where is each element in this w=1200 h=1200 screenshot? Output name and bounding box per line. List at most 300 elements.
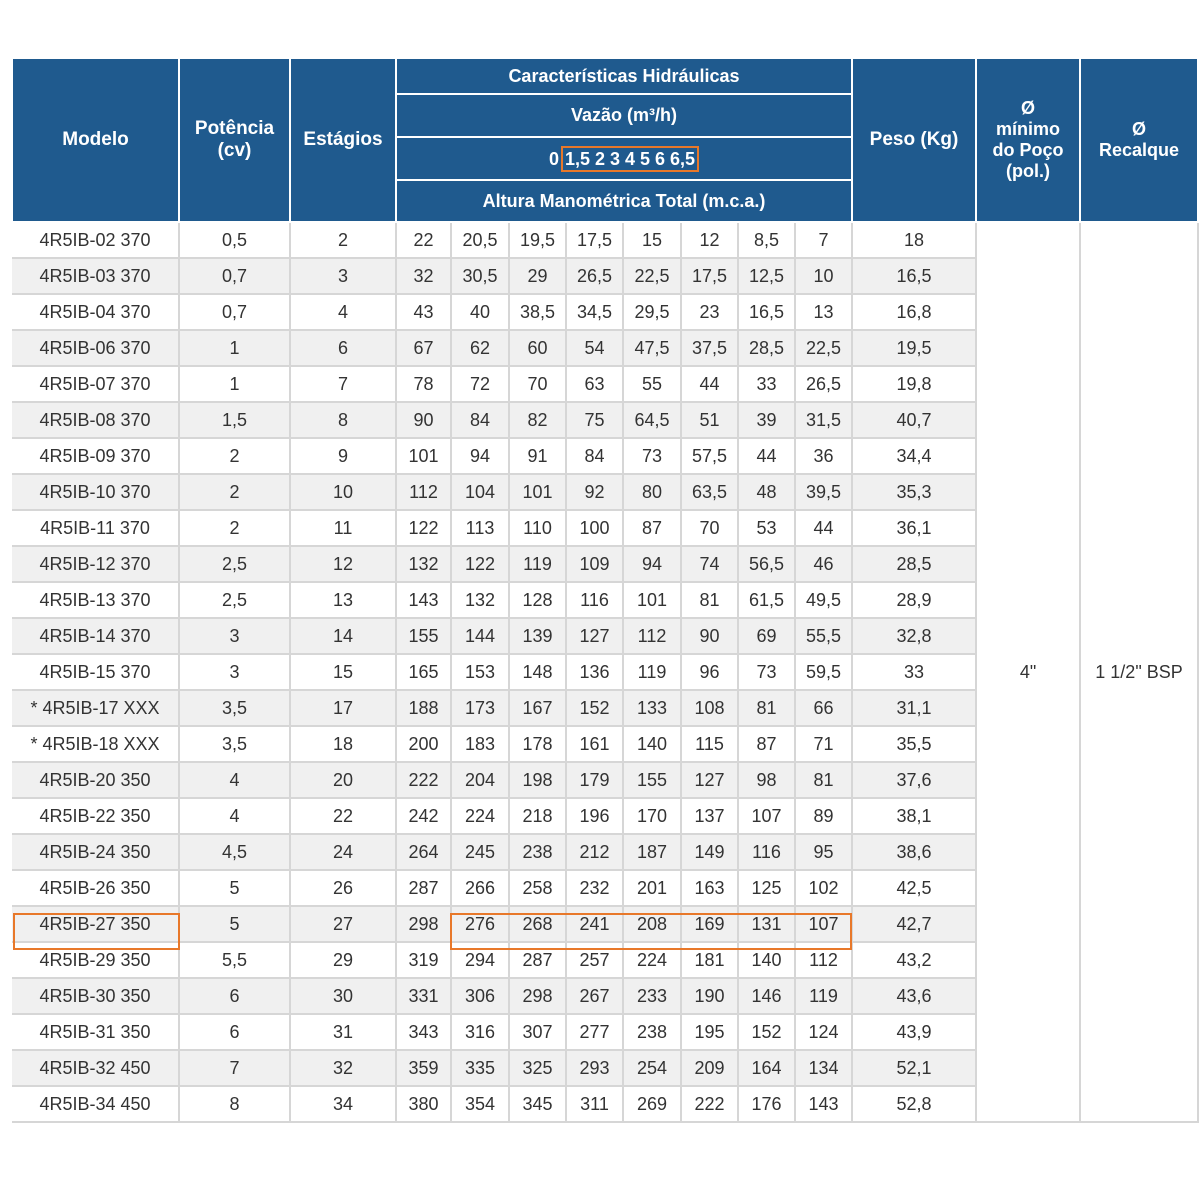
cell-head: 132 bbox=[451, 582, 509, 618]
cell-head: 222 bbox=[396, 762, 451, 798]
cell-weight: 31,1 bbox=[852, 690, 976, 726]
cell-power: 0,7 bbox=[179, 294, 290, 330]
cell-head: 63 bbox=[566, 366, 623, 402]
cell-model: * 4R5IB-17 XXX bbox=[12, 690, 179, 726]
cell-head: 163 bbox=[681, 870, 738, 906]
cell-head: 245 bbox=[451, 834, 509, 870]
cell-model: 4R5IB-20 350 bbox=[12, 762, 179, 798]
cell-head: 178 bbox=[509, 726, 566, 762]
cell-head: 293 bbox=[566, 1050, 623, 1086]
cell-head: 64,5 bbox=[623, 402, 681, 438]
cell-head: 90 bbox=[681, 618, 738, 654]
cell-head: 164 bbox=[738, 1050, 795, 1086]
cell-head: 170 bbox=[623, 798, 681, 834]
cell-head: 101 bbox=[396, 438, 451, 474]
cell-head: 116 bbox=[566, 582, 623, 618]
cell-head: 107 bbox=[738, 798, 795, 834]
cell-power: 1 bbox=[179, 366, 290, 402]
cell-head: 241 bbox=[566, 906, 623, 942]
cell-weight: 43,6 bbox=[852, 978, 976, 1014]
cell-stages: 13 bbox=[290, 582, 396, 618]
cell-head: 112 bbox=[396, 474, 451, 510]
cell-head: 19,5 bbox=[509, 222, 566, 258]
cell-head: 72 bbox=[451, 366, 509, 402]
cell-head: 39 bbox=[738, 402, 795, 438]
cell-head: 22 bbox=[396, 222, 451, 258]
cell-head: 53 bbox=[738, 510, 795, 546]
cell-weight: 19,8 bbox=[852, 366, 976, 402]
cell-head: 74 bbox=[681, 546, 738, 582]
cell-head: 209 bbox=[681, 1050, 738, 1086]
cell-head: 94 bbox=[623, 546, 681, 582]
cell-head: 39,5 bbox=[795, 474, 852, 510]
header-well-line3: do Poço bbox=[992, 140, 1064, 160]
cell-head: 306 bbox=[451, 978, 509, 1014]
cell-head: 233 bbox=[623, 978, 681, 1014]
cell-weight: 43,9 bbox=[852, 1014, 976, 1050]
cell-head: 232 bbox=[566, 870, 623, 906]
header-discharge-line2: Recalque bbox=[1098, 140, 1180, 160]
cell-stages: 4 bbox=[290, 294, 396, 330]
cell-head: 195 bbox=[681, 1014, 738, 1050]
cell-head: 110 bbox=[509, 510, 566, 546]
cell-model: 4R5IB-12 370 bbox=[12, 546, 179, 582]
cell-head: 345 bbox=[509, 1086, 566, 1122]
cell-head: 144 bbox=[451, 618, 509, 654]
cell-model: 4R5IB-02 370 bbox=[12, 222, 179, 258]
cell-model: 4R5IB-15 370 bbox=[12, 654, 179, 690]
cell-power: 3,5 bbox=[179, 690, 290, 726]
cell-power: 5,5 bbox=[179, 942, 290, 978]
cell-head: 61,5 bbox=[738, 582, 795, 618]
cell-head: 224 bbox=[623, 942, 681, 978]
cell-head: 380 bbox=[396, 1086, 451, 1122]
cell-head: 140 bbox=[623, 726, 681, 762]
cell-power: 7 bbox=[179, 1050, 290, 1086]
cell-head: 176 bbox=[738, 1086, 795, 1122]
cell-head: 107 bbox=[795, 906, 852, 942]
cell-model: 4R5IB-27 350 bbox=[12, 906, 179, 942]
cell-head: 201 bbox=[623, 870, 681, 906]
cell-head: 7 bbox=[795, 222, 852, 258]
cell-model: 4R5IB-31 350 bbox=[12, 1014, 179, 1050]
cell-power: 3 bbox=[179, 654, 290, 690]
cell-head: 44 bbox=[738, 438, 795, 474]
cell-head: 119 bbox=[623, 654, 681, 690]
cell-head: 20,5 bbox=[451, 222, 509, 258]
cell-head: 28,5 bbox=[738, 330, 795, 366]
cell-head: 152 bbox=[566, 690, 623, 726]
cell-head: 131 bbox=[738, 906, 795, 942]
cell-weight: 38,6 bbox=[852, 834, 976, 870]
cell-head: 187 bbox=[623, 834, 681, 870]
cell-weight: 18 bbox=[852, 222, 976, 258]
cell-head: 92 bbox=[566, 474, 623, 510]
cell-head: 331 bbox=[396, 978, 451, 1014]
cell-power: 2,5 bbox=[179, 546, 290, 582]
cell-head: 127 bbox=[566, 618, 623, 654]
cell-head: 101 bbox=[623, 582, 681, 618]
cell-head: 287 bbox=[509, 942, 566, 978]
cell-head: 124 bbox=[795, 1014, 852, 1050]
cell-stages: 10 bbox=[290, 474, 396, 510]
cell-head: 242 bbox=[396, 798, 451, 834]
cell-stages: 12 bbox=[290, 546, 396, 582]
cell-head: 102 bbox=[795, 870, 852, 906]
cell-head: 254 bbox=[623, 1050, 681, 1086]
cell-head: 266 bbox=[451, 870, 509, 906]
cell-weight: 52,1 bbox=[852, 1050, 976, 1086]
header-flow: Vazão (m³/h) bbox=[396, 94, 852, 137]
cell-head: 116 bbox=[738, 834, 795, 870]
cell-head: 224 bbox=[451, 798, 509, 834]
cell-head: 143 bbox=[795, 1086, 852, 1122]
cell-head: 325 bbox=[509, 1050, 566, 1086]
cell-model: 4R5IB-29 350 bbox=[12, 942, 179, 978]
cell-weight: 34,4 bbox=[852, 438, 976, 474]
cell-head: 122 bbox=[451, 546, 509, 582]
cell-head: 183 bbox=[451, 726, 509, 762]
cell-weight: 16,8 bbox=[852, 294, 976, 330]
cell-head: 181 bbox=[681, 942, 738, 978]
cell-head: 84 bbox=[451, 402, 509, 438]
table-row bbox=[12, 222, 1198, 258]
cell-head: 81 bbox=[795, 762, 852, 798]
cell-head: 113 bbox=[451, 510, 509, 546]
cell-head: 8,5 bbox=[738, 222, 795, 258]
cell-model: 4R5IB-13 370 bbox=[12, 582, 179, 618]
cell-head: 40 bbox=[451, 294, 509, 330]
cell-head: 155 bbox=[396, 618, 451, 654]
cell-head: 218 bbox=[509, 798, 566, 834]
cell-power: 2 bbox=[179, 510, 290, 546]
cell-head: 307 bbox=[509, 1014, 566, 1050]
cell-discharge: 1 1/2" BSP bbox=[1080, 222, 1198, 1122]
cell-head: 26,5 bbox=[795, 366, 852, 402]
cell-stages: 8 bbox=[290, 402, 396, 438]
header-well-line2: mínimo bbox=[996, 119, 1061, 139]
cell-head: 81 bbox=[738, 690, 795, 726]
cell-weight: 28,5 bbox=[852, 546, 976, 582]
cell-head: 153 bbox=[451, 654, 509, 690]
cell-head: 136 bbox=[566, 654, 623, 690]
cell-head: 55,5 bbox=[795, 618, 852, 654]
cell-head: 59,5 bbox=[795, 654, 852, 690]
cell-power: 1,5 bbox=[179, 402, 290, 438]
cell-weight: 38,1 bbox=[852, 798, 976, 834]
cell-head: 100 bbox=[566, 510, 623, 546]
cell-model: 4R5IB-08 370 bbox=[12, 402, 179, 438]
cell-head: 319 bbox=[396, 942, 451, 978]
header-well-diameter bbox=[976, 58, 1080, 222]
cell-head: 29,5 bbox=[623, 294, 681, 330]
cell-head: 70 bbox=[509, 366, 566, 402]
header-discharge-line1: Ø bbox=[1132, 119, 1147, 139]
cell-head: 238 bbox=[509, 834, 566, 870]
cell-stages: 7 bbox=[290, 366, 396, 402]
header-power bbox=[179, 58, 290, 222]
cell-stages: 32 bbox=[290, 1050, 396, 1086]
cell-model: 4R5IB-03 370 bbox=[12, 258, 179, 294]
cell-head: 55 bbox=[623, 366, 681, 402]
cell-head: 287 bbox=[396, 870, 451, 906]
cell-stages: 17 bbox=[290, 690, 396, 726]
cell-head: 36 bbox=[795, 438, 852, 474]
cell-head: 13 bbox=[795, 294, 852, 330]
cell-stages: 6 bbox=[290, 330, 396, 366]
cell-power: 4 bbox=[179, 762, 290, 798]
cell-head: 343 bbox=[396, 1014, 451, 1050]
cell-head: 112 bbox=[795, 942, 852, 978]
cell-stages: 29 bbox=[290, 942, 396, 978]
cell-head: 43 bbox=[396, 294, 451, 330]
cell-power: 5 bbox=[179, 870, 290, 906]
cell-model: 4R5IB-06 370 bbox=[12, 330, 179, 366]
header-power-line2: (cv) bbox=[217, 140, 252, 161]
cell-head: 133 bbox=[623, 690, 681, 726]
cell-weight: 36,1 bbox=[852, 510, 976, 546]
cell-power: 5 bbox=[179, 906, 290, 942]
cell-head: 276 bbox=[451, 906, 509, 942]
cell-stages: 9 bbox=[290, 438, 396, 474]
cell-head: 90 bbox=[396, 402, 451, 438]
cell-power: 0,7 bbox=[179, 258, 290, 294]
cell-weight: 42,7 bbox=[852, 906, 976, 942]
cell-head: 15 bbox=[623, 222, 681, 258]
cell-head: 264 bbox=[396, 834, 451, 870]
cell-stages: 20 bbox=[290, 762, 396, 798]
cell-head: 26,5 bbox=[566, 258, 623, 294]
cell-head: 257 bbox=[566, 942, 623, 978]
cell-head: 44 bbox=[681, 366, 738, 402]
cell-head: 258 bbox=[509, 870, 566, 906]
cell-head: 54 bbox=[566, 330, 623, 366]
cell-head: 62 bbox=[451, 330, 509, 366]
cell-head: 354 bbox=[451, 1086, 509, 1122]
cell-head: 155 bbox=[623, 762, 681, 798]
cell-stages: 34 bbox=[290, 1086, 396, 1122]
cell-head: 104 bbox=[451, 474, 509, 510]
cell-head: 196 bbox=[566, 798, 623, 834]
cell-head: 22,5 bbox=[795, 330, 852, 366]
cell-head: 12,5 bbox=[738, 258, 795, 294]
cell-head: 119 bbox=[509, 546, 566, 582]
cell-head: 44 bbox=[795, 510, 852, 546]
cell-head: 70 bbox=[681, 510, 738, 546]
cell-head: 140 bbox=[738, 942, 795, 978]
cell-head: 81 bbox=[681, 582, 738, 618]
cell-power: 4 bbox=[179, 798, 290, 834]
cell-head: 311 bbox=[566, 1086, 623, 1122]
cell-head: 10 bbox=[795, 258, 852, 294]
cell-head: 60 bbox=[509, 330, 566, 366]
cell-head: 29 bbox=[509, 258, 566, 294]
cell-power: 2 bbox=[179, 474, 290, 510]
cell-power: 8 bbox=[179, 1086, 290, 1122]
cell-head: 204 bbox=[451, 762, 509, 798]
cell-weight: 19,5 bbox=[852, 330, 976, 366]
cell-head: 57,5 bbox=[681, 438, 738, 474]
cell-head: 32 bbox=[396, 258, 451, 294]
cell-head: 128 bbox=[509, 582, 566, 618]
header-well-line1: Ø bbox=[1021, 98, 1036, 118]
pump-spec-table bbox=[11, 57, 1199, 1123]
cell-head: 84 bbox=[566, 438, 623, 474]
cell-weight: 32,8 bbox=[852, 618, 976, 654]
cell-head: 359 bbox=[396, 1050, 451, 1086]
cell-weight: 16,5 bbox=[852, 258, 976, 294]
cell-head: 71 bbox=[795, 726, 852, 762]
cell-head: 47,5 bbox=[623, 330, 681, 366]
cell-model: 4R5IB-32 450 bbox=[12, 1050, 179, 1086]
cell-head: 33 bbox=[738, 366, 795, 402]
header-discharge bbox=[1080, 58, 1198, 222]
cell-stages: 2 bbox=[290, 222, 396, 258]
cell-stages: 15 bbox=[290, 654, 396, 690]
cell-head: 66 bbox=[795, 690, 852, 726]
cell-head: 82 bbox=[509, 402, 566, 438]
cell-head: 208 bbox=[623, 906, 681, 942]
header-stages: Estágios bbox=[290, 58, 396, 222]
cell-head: 17,5 bbox=[681, 258, 738, 294]
cell-weight: 28,9 bbox=[852, 582, 976, 618]
cell-head: 119 bbox=[795, 978, 852, 1014]
cell-head: 146 bbox=[738, 978, 795, 1014]
cell-head: 94 bbox=[451, 438, 509, 474]
cell-head: 198 bbox=[509, 762, 566, 798]
cell-head: 34,5 bbox=[566, 294, 623, 330]
header-well-line4: (pol.) bbox=[1006, 161, 1050, 181]
header-power-line1: Potência bbox=[194, 118, 275, 139]
cell-head: 95 bbox=[795, 834, 852, 870]
cell-head: 152 bbox=[738, 1014, 795, 1050]
cell-head: 23 bbox=[681, 294, 738, 330]
cell-stages: 24 bbox=[290, 834, 396, 870]
cell-head: 22,5 bbox=[623, 258, 681, 294]
flow-zero: 0 bbox=[548, 148, 559, 169]
header-hydraulic: Características Hidráulicas bbox=[396, 58, 852, 94]
cell-head: 75 bbox=[566, 402, 623, 438]
cell-weight: 52,8 bbox=[852, 1086, 976, 1122]
cell-head: 139 bbox=[509, 618, 566, 654]
cell-model: 4R5IB-09 370 bbox=[12, 438, 179, 474]
cell-head: 16,5 bbox=[738, 294, 795, 330]
cell-head: 269 bbox=[623, 1086, 681, 1122]
cell-head: 31,5 bbox=[795, 402, 852, 438]
cell-head: 38,5 bbox=[509, 294, 566, 330]
cell-weight: 33 bbox=[852, 654, 976, 690]
cell-head: 87 bbox=[738, 726, 795, 762]
cell-model: 4R5IB-22 350 bbox=[12, 798, 179, 834]
cell-head: 49,5 bbox=[795, 582, 852, 618]
cell-model: 4R5IB-30 350 bbox=[12, 978, 179, 1014]
cell-model: 4R5IB-10 370 bbox=[12, 474, 179, 510]
cell-head: 30,5 bbox=[451, 258, 509, 294]
cell-power: 4,5 bbox=[179, 834, 290, 870]
cell-head: 80 bbox=[623, 474, 681, 510]
cell-head: 73 bbox=[738, 654, 795, 690]
cell-weight: 35,3 bbox=[852, 474, 976, 510]
cell-power: 6 bbox=[179, 978, 290, 1014]
cell-head: 335 bbox=[451, 1050, 509, 1086]
cell-head: 122 bbox=[396, 510, 451, 546]
cell-head: 222 bbox=[681, 1086, 738, 1122]
table-body bbox=[12, 222, 1198, 1122]
cell-power: 2 bbox=[179, 438, 290, 474]
cell-model: 4R5IB-26 350 bbox=[12, 870, 179, 906]
flow-values-highlight: 1,5 2 3 4 5 6 6,5 bbox=[561, 146, 699, 172]
cell-model: 4R5IB-11 370 bbox=[12, 510, 179, 546]
cell-head: 212 bbox=[566, 834, 623, 870]
cell-head: 268 bbox=[509, 906, 566, 942]
cell-power: 2,5 bbox=[179, 582, 290, 618]
cell-head: 294 bbox=[451, 942, 509, 978]
cell-weight: 37,6 bbox=[852, 762, 976, 798]
cell-head: 200 bbox=[396, 726, 451, 762]
cell-head: 91 bbox=[509, 438, 566, 474]
header-head: Altura Manométrica Total (m.c.a.) bbox=[396, 180, 852, 222]
cell-head: 125 bbox=[738, 870, 795, 906]
cell-model: 4R5IB-24 350 bbox=[12, 834, 179, 870]
cell-head: 73 bbox=[623, 438, 681, 474]
cell-head: 67 bbox=[396, 330, 451, 366]
cell-head: 190 bbox=[681, 978, 738, 1014]
cell-head: 78 bbox=[396, 366, 451, 402]
cell-head: 179 bbox=[566, 762, 623, 798]
header-flow-values bbox=[396, 137, 852, 180]
cell-model: 4R5IB-07 370 bbox=[12, 366, 179, 402]
cell-head: 143 bbox=[396, 582, 451, 618]
cell-head: 12 bbox=[681, 222, 738, 258]
cell-head: 98 bbox=[738, 762, 795, 798]
cell-head: 46 bbox=[795, 546, 852, 582]
cell-head: 134 bbox=[795, 1050, 852, 1086]
cell-weight: 40,7 bbox=[852, 402, 976, 438]
header-model: Modelo bbox=[12, 58, 179, 222]
cell-power: 1 bbox=[179, 330, 290, 366]
cell-head: 101 bbox=[509, 474, 566, 510]
cell-head: 63,5 bbox=[681, 474, 738, 510]
cell-head: 298 bbox=[509, 978, 566, 1014]
cell-head: 109 bbox=[566, 546, 623, 582]
cell-head: 188 bbox=[396, 690, 451, 726]
cell-head: 137 bbox=[681, 798, 738, 834]
cell-power: 3,5 bbox=[179, 726, 290, 762]
cell-model: 4R5IB-04 370 bbox=[12, 294, 179, 330]
cell-stages: 18 bbox=[290, 726, 396, 762]
cell-power: 3 bbox=[179, 618, 290, 654]
cell-model: 4R5IB-34 450 bbox=[12, 1086, 179, 1122]
cell-stages: 26 bbox=[290, 870, 396, 906]
cell-stages: 31 bbox=[290, 1014, 396, 1050]
cell-weight: 42,5 bbox=[852, 870, 976, 906]
cell-head: 267 bbox=[566, 978, 623, 1014]
cell-head: 161 bbox=[566, 726, 623, 762]
cell-stages: 27 bbox=[290, 906, 396, 942]
cell-head: 149 bbox=[681, 834, 738, 870]
cell-stages: 30 bbox=[290, 978, 396, 1014]
cell-head: 173 bbox=[451, 690, 509, 726]
cell-power: 0,5 bbox=[179, 222, 290, 258]
cell-stages: 14 bbox=[290, 618, 396, 654]
cell-head: 51 bbox=[681, 402, 738, 438]
cell-head: 277 bbox=[566, 1014, 623, 1050]
cell-head: 96 bbox=[681, 654, 738, 690]
cell-head: 56,5 bbox=[738, 546, 795, 582]
cell-stages: 22 bbox=[290, 798, 396, 834]
cell-head: 115 bbox=[681, 726, 738, 762]
cell-head: 87 bbox=[623, 510, 681, 546]
